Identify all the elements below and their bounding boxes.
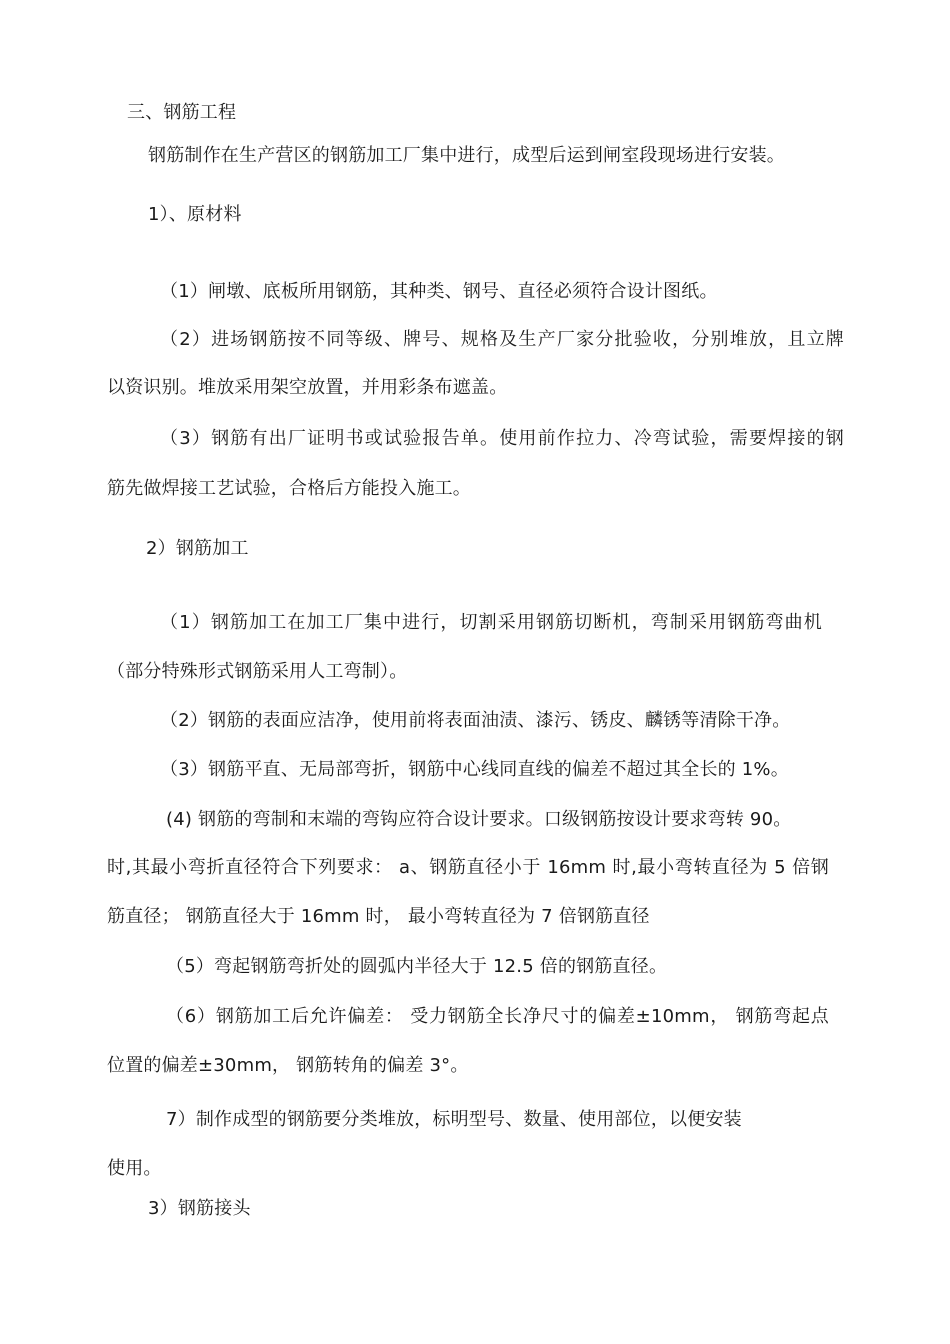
subsection-heading: 2）钢筋加工 bbox=[146, 538, 249, 559]
paragraph-line: （1）钢筋加工在加工厂集中进行，切割采用钢筋切断机，弯制采用钢筋弯曲机 bbox=[160, 612, 822, 633]
paragraph-line: (4) 钢筋的弯制和末端的弯钩应符合设计要求。口级钢筋按设计要求弯转 90。 bbox=[166, 809, 792, 830]
paragraph-line: （2）进场钢筋按不同等级、牌号、规格及生产厂家分批验收，分别堆放，且立牌 bbox=[160, 329, 844, 350]
subsection-heading: 3）钢筋接头 bbox=[148, 1198, 251, 1219]
paragraph-line: 钢筋制作在生产营区的钢筋加工厂集中进行，成型后运到闸室段现场进行安装。 bbox=[148, 145, 785, 166]
paragraph-line: （6）钢筋加工后允许偏差： 受力钢筋全长净尺寸的偏差±10mm， 钢筋弯起点 bbox=[166, 1006, 829, 1027]
paragraph-line: 位置的偏差±30mm， 钢筋转角的偏差 3°。 bbox=[107, 1055, 469, 1076]
paragraph-line: （部分特殊形式钢筋采用人工弯制）。 bbox=[107, 661, 408, 682]
paragraph-line: （3）钢筋平直、无局部弯折，钢筋中心线同直线的偏差不超过其全长的 1%。 bbox=[160, 759, 789, 780]
paragraph-line: 以资识别。堆放采用架空放置，并用彩条布遮盖。 bbox=[107, 377, 508, 398]
subsection-heading: 1）、原材料 bbox=[148, 204, 242, 225]
paragraph-line: （3）钢筋有出厂证明书或试验报告单。使用前作拉力、冷弯试验，需要焊接的钢 bbox=[160, 428, 844, 449]
paragraph-line: （5）弯起钢筋弯折处的圆弧内半径大于 12.5 倍的钢筋直径。 bbox=[166, 956, 668, 977]
paragraph-line: 使用。 bbox=[107, 1158, 162, 1179]
paragraph-line: 筋直径； 钢筋直径大于 16mm 时， 最小弯转直径为 7 倍钢筋直径 bbox=[107, 906, 650, 927]
paragraph-line: 筋先做焊接工艺试验，合格后方能投入施工。 bbox=[107, 478, 471, 499]
paragraph-line: （1）闸墩、底板所用钢筋，其种类、钢号、直径必须符合设计图纸。 bbox=[160, 281, 718, 302]
paragraph-line: 时,其最小弯折直径符合下列要求： a、钢筋直径小于 16mm 时,最小弯转直径为 5 倍钢 bbox=[107, 857, 829, 878]
paragraph-line: （2）钢筋的表面应洁净，使用前将表面油渍、漆污、锈皮、麟锈等清除干净。 bbox=[160, 710, 791, 731]
section-heading: 三、钢筋工程 bbox=[127, 102, 237, 123]
paragraph-line: 7）制作成型的钢筋要分类堆放，标明型号、数量、使用部位，以便安装 bbox=[166, 1109, 742, 1130]
